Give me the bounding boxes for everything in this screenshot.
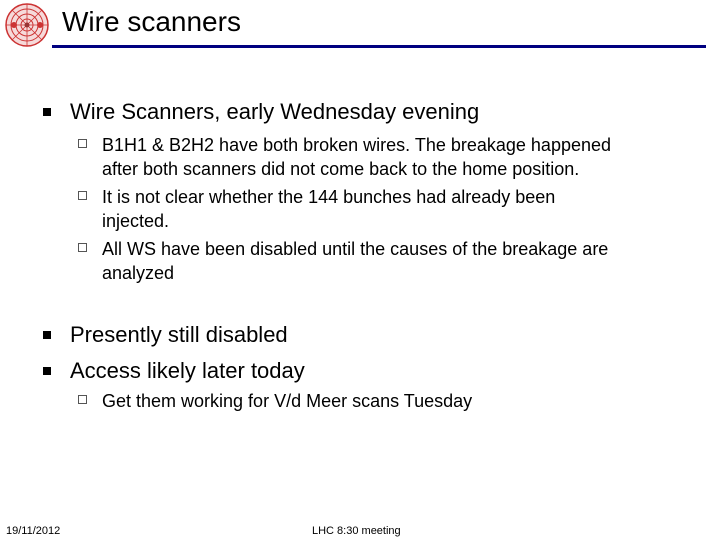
bullet-text: Wire Scanners, early Wednesday evening (70, 99, 480, 124)
hollow-square-bullet-icon (78, 139, 87, 148)
sub-bullet-text: B1H1 & B2H2 have both broken wires. The breakage happened (102, 135, 612, 155)
hollow-square-bullet-icon (78, 395, 87, 404)
hollow-square-bullet-icon (78, 243, 87, 252)
sub-bullet-text: Get them working for V/d Meer scans Tuesday (102, 391, 473, 411)
square-bullet-icon (43, 367, 51, 375)
sub-bullet-text: analyzed (102, 263, 175, 283)
sub-bullet-text: injected. (102, 211, 170, 231)
footer-meeting: LHC 8:30 meeting (312, 525, 401, 537)
bullet-text: Presently still disabled (70, 322, 288, 347)
bullet-text: Access likely later today (70, 358, 305, 383)
square-bullet-icon (43, 331, 51, 339)
sub-bullet-text: after both scanners did not come back to the home position. (102, 159, 580, 179)
sub-bullet-text: All WS have been disabled until the causes of the breakage are (102, 239, 609, 259)
square-bullet-icon (43, 108, 51, 116)
hollow-square-bullet-icon (78, 191, 87, 200)
slide-title: Wire scanners (62, 6, 241, 37)
title-divider (52, 45, 706, 48)
sub-bullet-text: It is not clear whether the 144 bunches had already been (102, 187, 556, 207)
cern-logo-icon (2, 2, 52, 48)
footer-date: 19/11/2012 (6, 525, 61, 537)
